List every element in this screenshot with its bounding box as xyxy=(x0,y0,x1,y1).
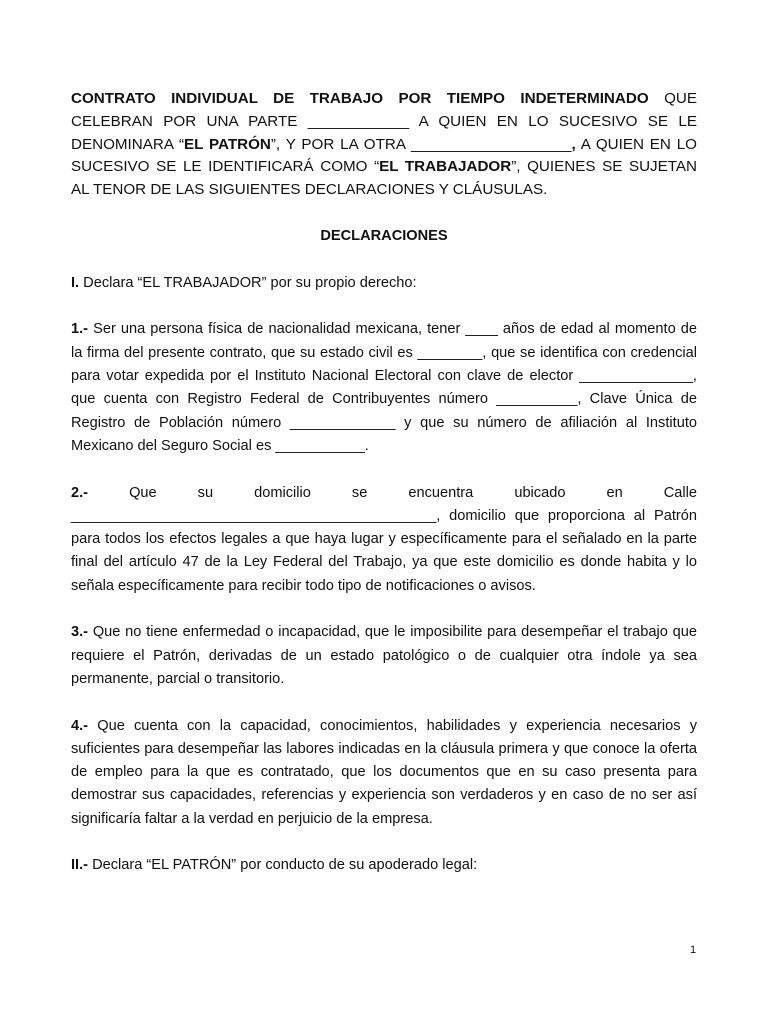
section-heading: DECLARACIONES xyxy=(320,228,448,245)
declaration-item: 2.- Que su domicilio se encuentra ubicado en Calle _____________________________________________, domicilio que proporciona al Patrón para todos los efectos legales a que haya lugar y específicamente para el señalado en la parte final del artículo 47 de la Ley Federal del Trabajo, ya que este domicilio es donde habita y lo señala específicamente para recibir todo tipo de notificaciones o avisos. xyxy=(71,484,697,594)
document-page xyxy=(71,88,697,901)
contract-intro: CONTRATO INDIVIDUAL DE TRABAJO POR TIEMPO INDETERMINADO QUE CELEBRAN POR UNA PARTE ____________ A QUIEN EN LO SUCESIVO SE LE DENOMINARA “EL PATRÓN”, Y POR LA OTRA ___________________, A QUIEN EN LO SUCESIVO SE LE IDENTIFICARÁ COMO “EL TRABAJADOR”, QUIENES SE SUJETAN AL TENOR DE LAS SIGUIENTES DECLARACIONES Y CLÁUSULAS. xyxy=(71,90,698,199)
declaration-item: 1.- Ser una persona física de nacionalidad mexicana, tener ____ años de edad al momento de la firma del presente contrato, que su estado civil es ________, que se identifica con credencial para votar expedida por el Instituto Nacional Electoral con clave de elector ______________, que cuenta con Registro Federal de Contribuyentes número __________, Clave Única de Registro de Población número _____________ y que su número de afiliación al Instituto Mexicano del Seguro Social es ___________. xyxy=(71,321,697,454)
declaration-employer-heading: II.- Declara “EL PATRÓN” por conducto de su apoderado legal: xyxy=(71,857,478,874)
page-number: 1 xyxy=(690,944,697,956)
declaration-item: 4.- Que cuenta con la capacidad, conocimientos, habilidades y experiencia necesarios y suficientes para desempeñar las labores indicadas en la cláusula primera y que conoce la oferta de empleo para la que es contratado, que los documentos que en su caso presenta para demostrar sus capacidades, referencias y experiencia son verdaderos y en caso de no ser así significaría faltar a la verdad en perjuicio de la empresa. xyxy=(71,717,697,827)
declaration-worker-heading: I. Declara “EL TRABAJADOR” por su propio derecho: xyxy=(71,274,417,291)
declaration-item: 3.- Que no tiene enfermedad o incapacidad, que le imposibilite para desempeñar el trabajo que requiere el Patrón, derivadas de un estado patológico o de cualquier otra índole ya sea permanente, parcial o transitorio. xyxy=(71,624,697,687)
contract-title: CONTRATO INDIVIDUAL DE TRABAJO POR TIEMPO INDETERMINADO xyxy=(71,90,649,107)
